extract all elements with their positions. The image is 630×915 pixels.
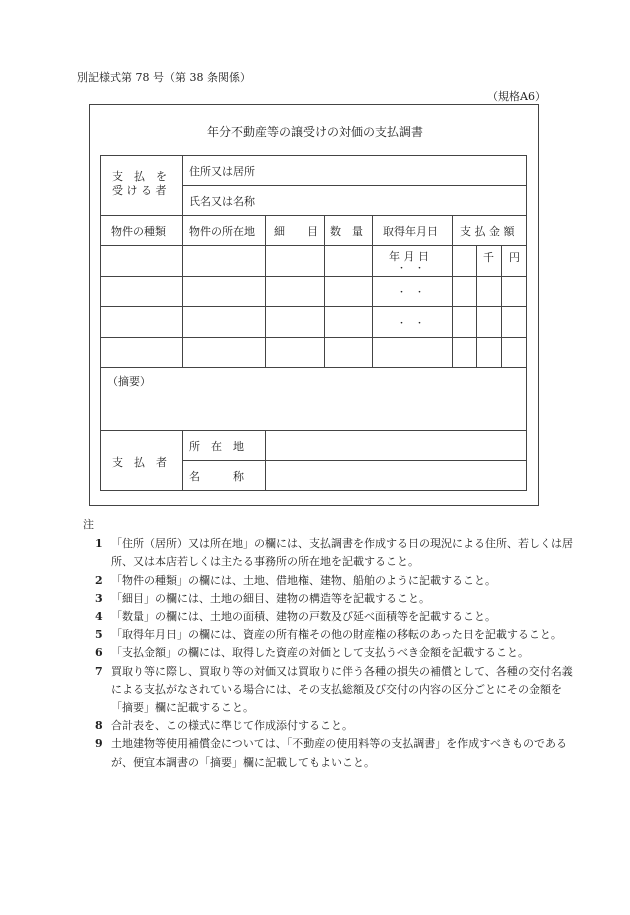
- note-item: 5 「取得年月日」の欄には、資産の所有権その他の財産権の移転のあった日を記載すること。: [95, 628, 562, 642]
- note-item: 7 買取り等に際し、買取り等の対価又は買取りに伴う各種の損失の補償として、各種の交付名義による支払がなされている場合には、その支払総額及び交付の内容の区分ごとにその金額を「摘要」欄に記載すること。: [95, 664, 573, 715]
- document-title: 年分不動産等の譲受けの対価の支払調書: [206, 125, 423, 139]
- date-dots: ・ ・: [397, 288, 425, 298]
- thousand-unit: 千: [483, 251, 494, 264]
- note-item: 2 「物件の種類」の欄には、土地、借地権、建物、船舶のように記載すること。: [95, 573, 496, 587]
- payer-label: 支 払 者: [112, 456, 167, 469]
- payee-label: 支 払 を 受 け る 者: [112, 170, 167, 197]
- note-item: 8 合計表を、この様式に準じて作成添付すること。: [95, 719, 353, 733]
- column-location: 物件の所在地: [189, 225, 255, 238]
- notes-heading: 注: [83, 518, 94, 531]
- date-units: 年 月 日: [389, 250, 429, 263]
- column-detail: 細 目: [274, 225, 318, 238]
- form-frame: [89, 104, 539, 506]
- note-item: 9 土地建物等使用補償金については、「不動産の使用料等の支払調書」を作成すべきものであるが、便宜本調書の「摘要」欄に記載してもよいこと。: [95, 737, 568, 769]
- payee-name-label: 氏名又は名称: [189, 195, 255, 208]
- size-label: （規格A6）: [487, 90, 546, 103]
- payee-address-label: 住所又は居所: [189, 165, 255, 178]
- column-quantity: 数 量: [330, 225, 363, 238]
- column-type: 物件の種類: [111, 225, 166, 238]
- date-dots: ・ ・: [397, 264, 425, 274]
- note-item: 6 「支払金額」の欄には、取得した資産の対価として支払うべき金額を記載すること。: [95, 646, 529, 660]
- remarks-label: （摘要）: [107, 375, 151, 388]
- date-dots: ・ ・: [397, 319, 425, 329]
- form-number: 別記様式第 78 号（第 38 条関係）: [77, 71, 251, 84]
- column-amount: 支 払 金 額: [460, 225, 515, 238]
- note-item: 1 「住所（居所）又は所在地」の欄には、支払調書を作成する日の現況による住所、若しくは居所、又は本店若しくは主たる事務所の所在地を記載すること。: [95, 537, 573, 569]
- payer-name-label: 名 称: [189, 470, 244, 483]
- payer-location-label: 所 在 地: [189, 440, 244, 453]
- yen-unit: 円: [509, 251, 520, 264]
- notes-section: [83, 516, 583, 772]
- note-item: 4 「数量」の欄には、土地の面積、建物の戸数及び延べ面積等を記載すること。: [95, 610, 496, 624]
- column-date: 取得年月日: [383, 225, 438, 238]
- note-item: 3 「細目」の欄には、土地の細目、建物の構造等を記載すること。: [95, 591, 430, 605]
